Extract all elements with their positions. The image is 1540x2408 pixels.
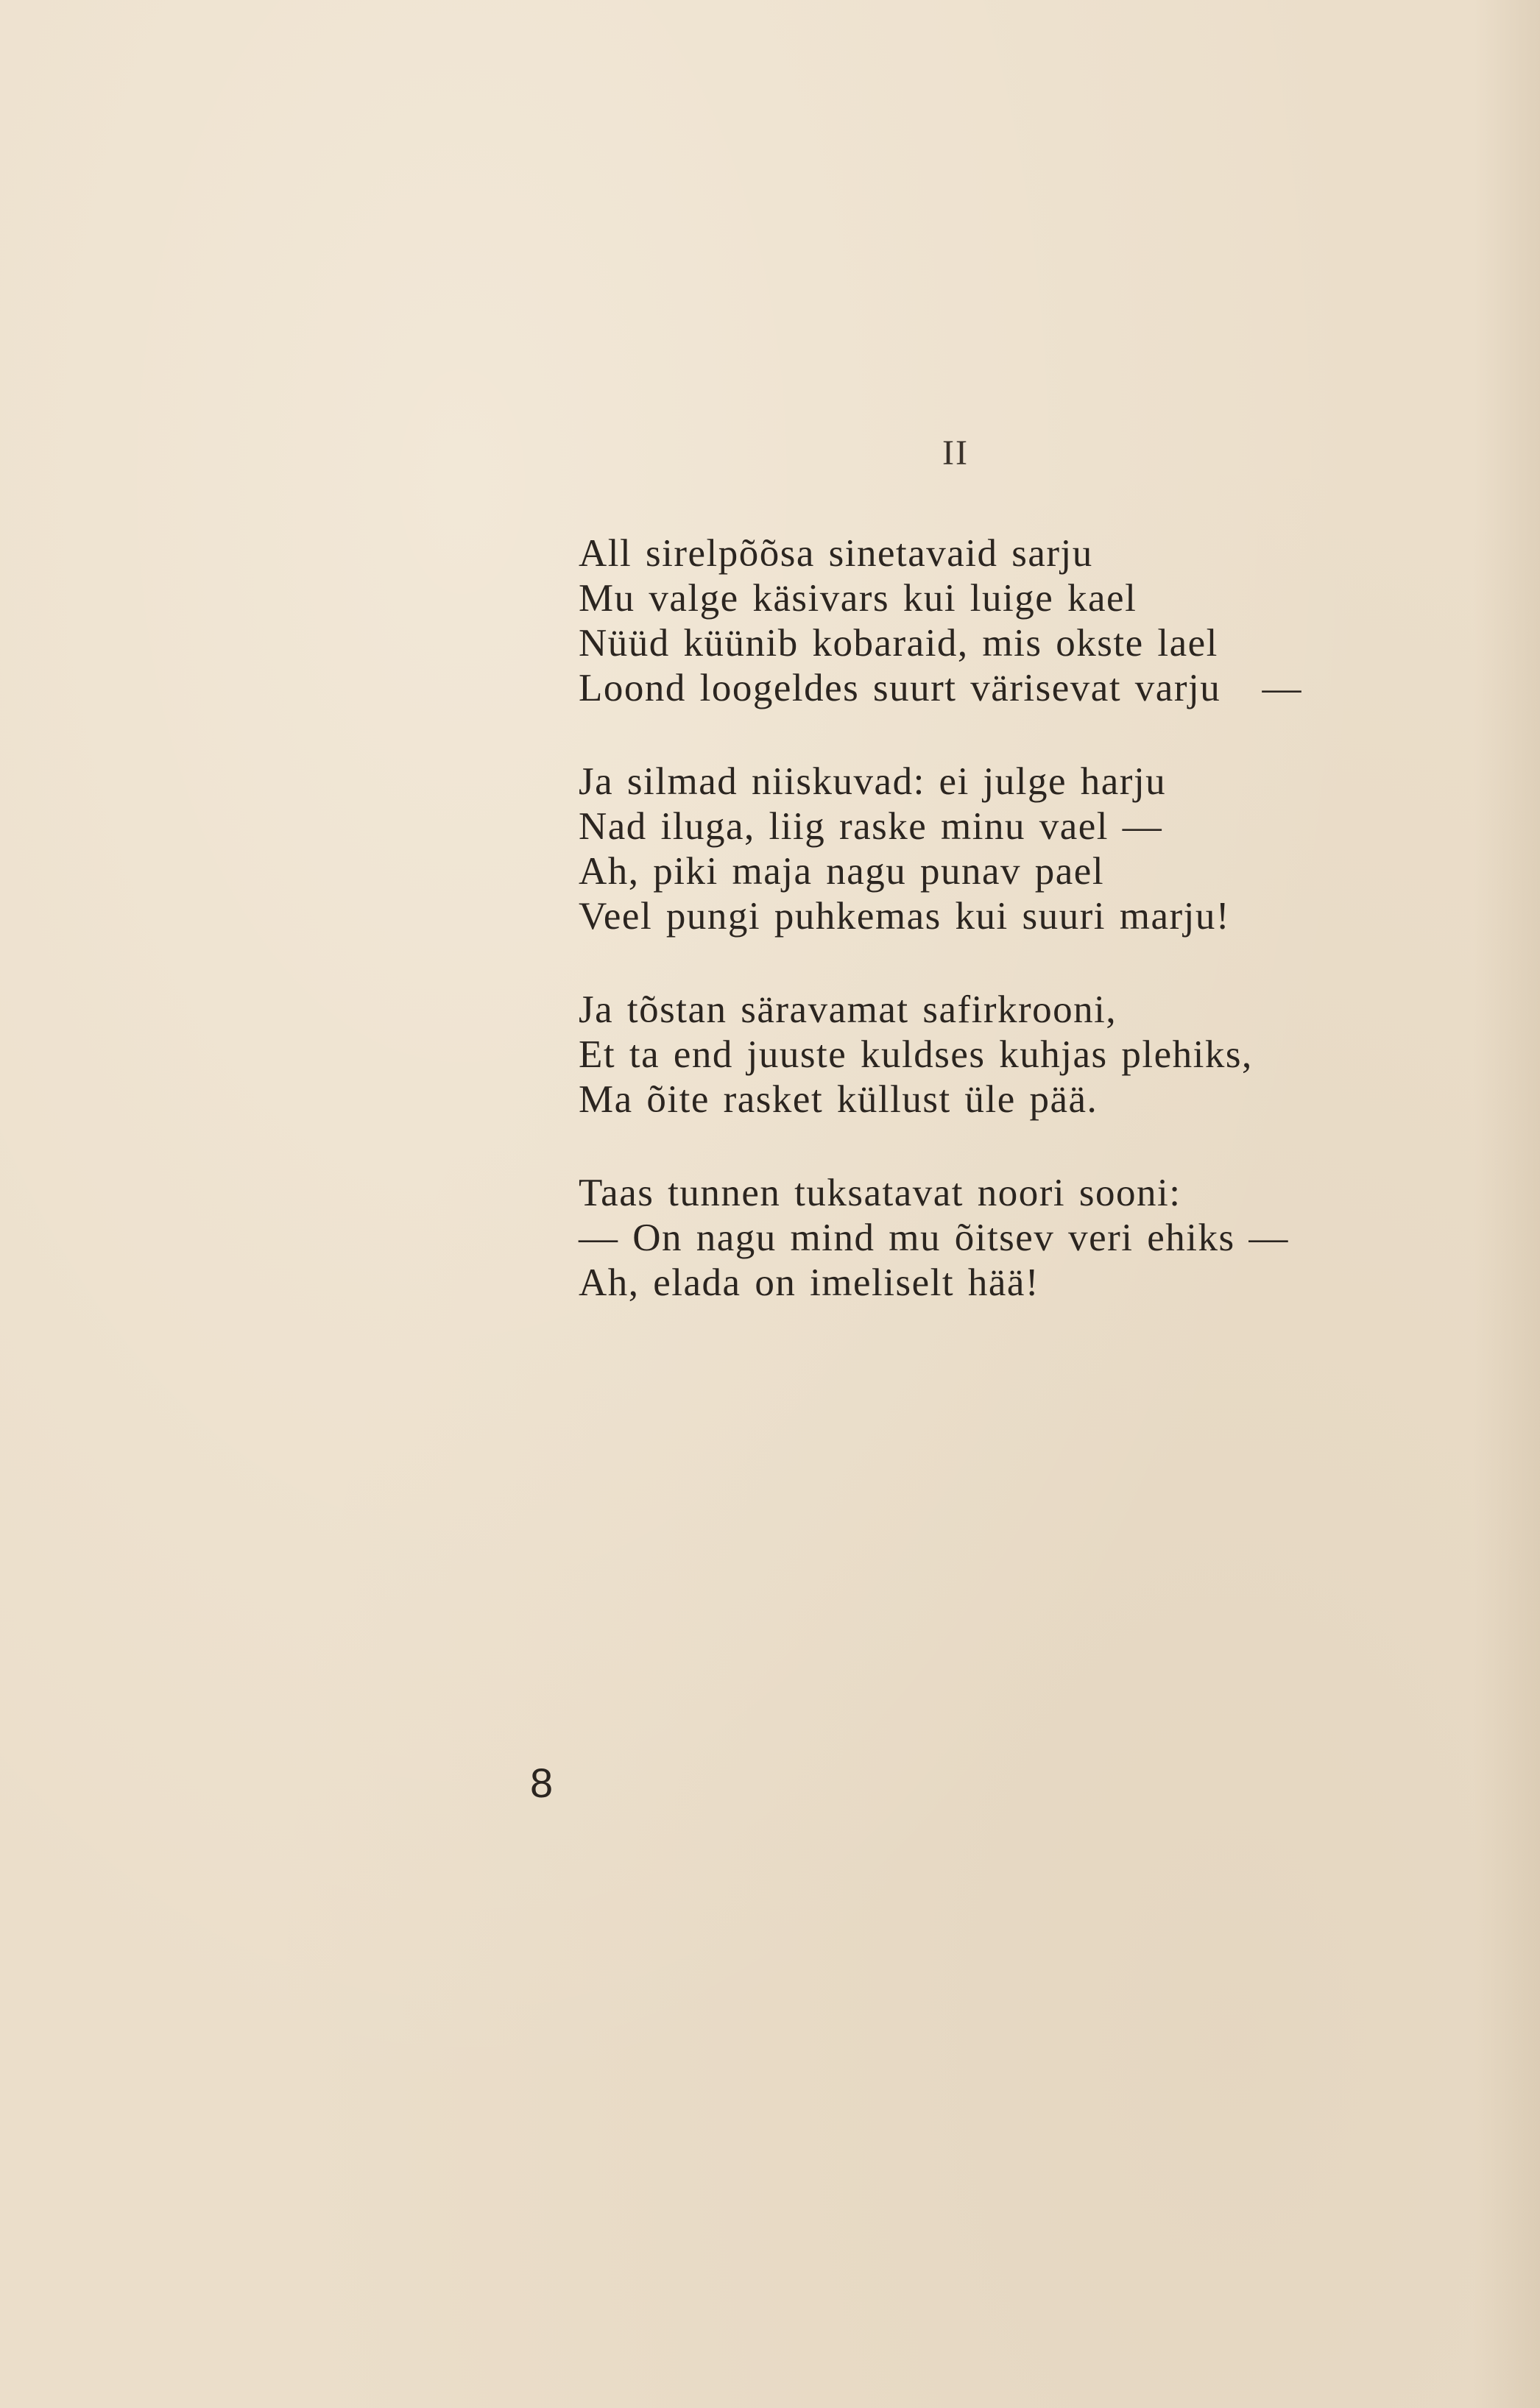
stanza-4 xyxy=(579,1171,1410,1306)
poem-line: Ah, elada on imeliselt hää! xyxy=(579,1261,1040,1304)
poem-line: Veel pungi puhkemas kui suuri marju! xyxy=(579,895,1231,938)
poem-line: — On nagu mind mu õitsev veri ehiks — xyxy=(579,1217,1289,1259)
poem-line: Ma õite rasket küllust üle pää. xyxy=(579,1078,1098,1121)
stanza-3 xyxy=(579,988,1410,1122)
stanza-1 xyxy=(579,531,1410,711)
poem-line: Loond loogeldes suurt värisevat varju — xyxy=(579,667,1302,709)
section-number: II xyxy=(942,433,969,472)
poem-line: Ja tõstan säravamat safirkrooni, xyxy=(579,988,1117,1031)
poem-line: All sirelpõõsa sinetavaid sarju xyxy=(579,532,1093,575)
poem-line: Ah, piki maja nagu punav pael xyxy=(579,850,1105,893)
stanza-2 xyxy=(579,759,1410,939)
poem xyxy=(579,531,1410,1354)
page-number: 8 xyxy=(530,1760,554,1806)
page-edge-shadow xyxy=(1474,0,1540,2408)
poem-line: Taas tunnen tuksatavat noori sooni: xyxy=(579,1172,1182,1214)
poem-line: Nüüd küünib kobaraid, mis okste lael xyxy=(579,622,1218,665)
poem-line: Ja silmad niiskuvad: ei julge harju xyxy=(579,760,1167,803)
poem-line: Et ta end juuste kuldses kuhjas plehiks, xyxy=(579,1033,1253,1076)
poem-line: Mu valge käsivars kui luige kael xyxy=(579,577,1137,620)
poem-line: Nad iluga, liig raske minu vael — xyxy=(579,805,1163,848)
